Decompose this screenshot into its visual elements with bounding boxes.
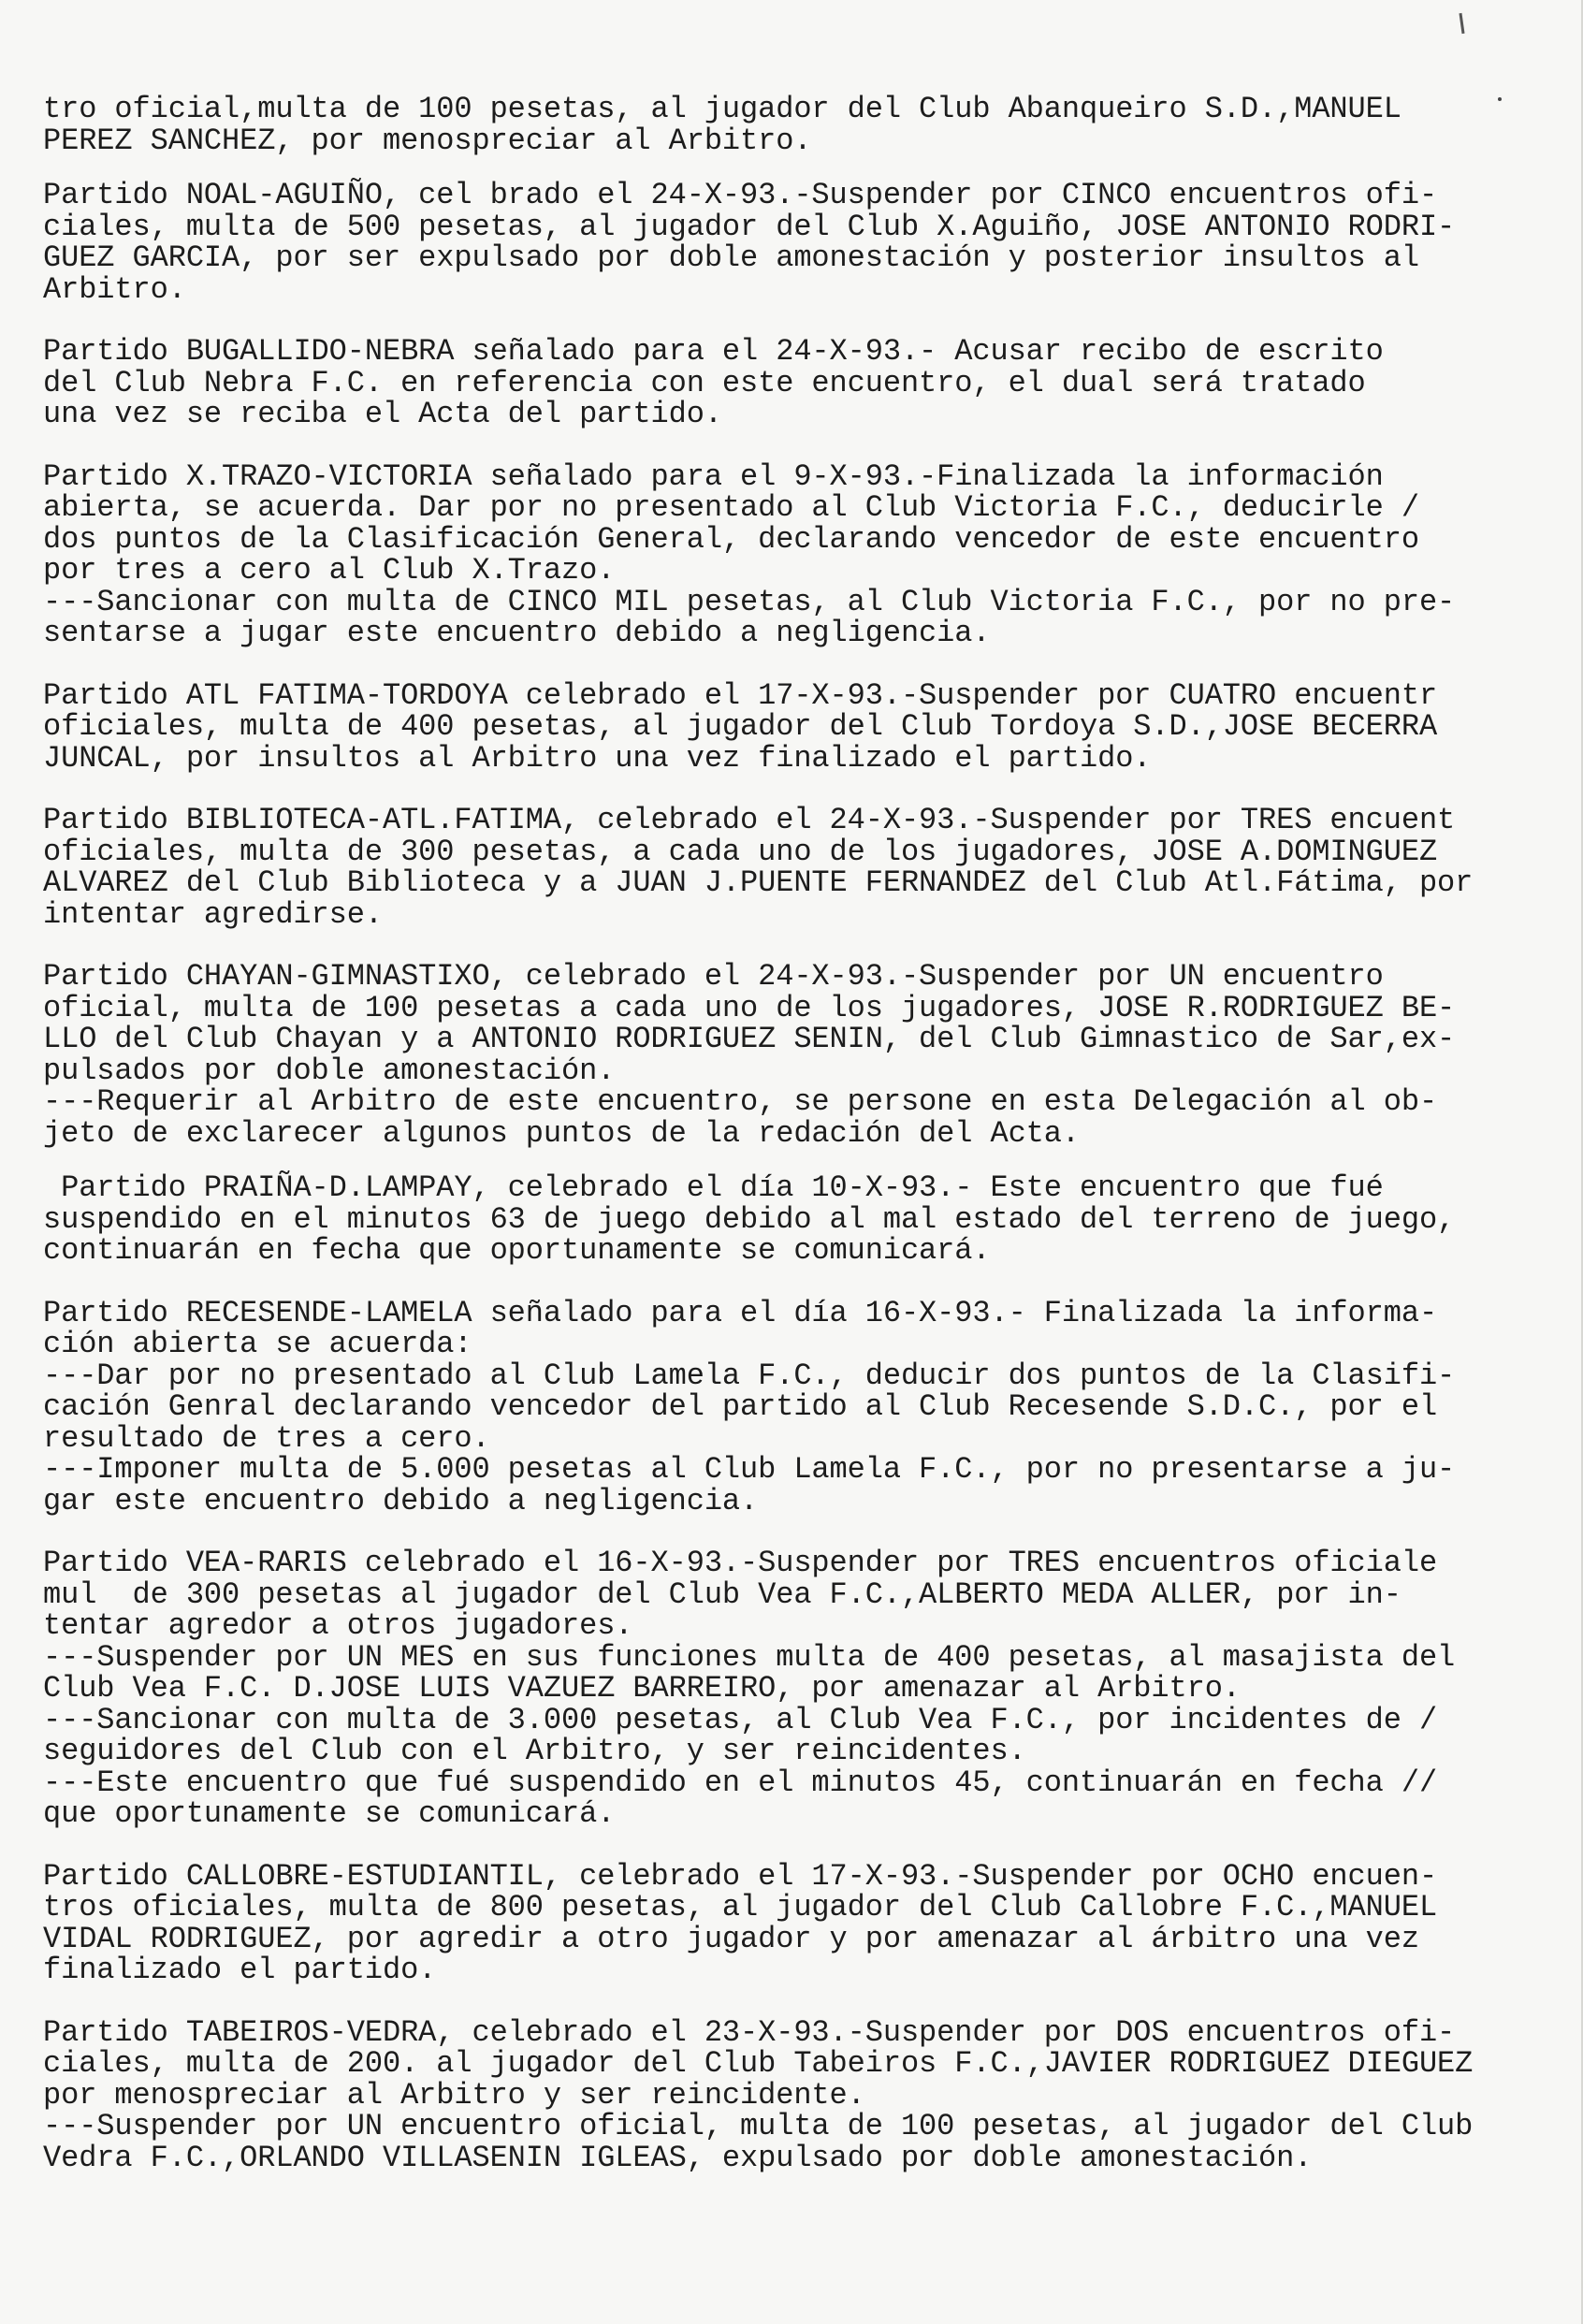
text-line: PEREZ SANCHEZ, por menospreciar al Arbitro. [43,123,812,158]
paragraph-abanqueiro [43,94,1540,156]
text-line: tro oficial,multa de 100 pesetas, al jugador del Club Abanqueiro S.D.,MANUEL [43,92,1401,126]
paragraph-bugallido-nebra [43,336,1540,430]
text-line: pulsados por doble amonestación. [43,1053,616,1088]
text-line: Partido X.TRAZO-VICTORIA señalado para el 9-X-93.-Finalizada la información [43,458,1384,494]
text-line: resultado de tres a cero. [43,1420,490,1456]
text-line: Partido PRAIÑA-D.LAMPAY, celebrado el día 10-X-93.- Este encuentro que fué [43,1170,1384,1205]
text-line: VIDAL RODRIGUEZ, por agredir a otro jugador y por amenazar al árbitro una vez [43,1921,1419,1956]
text-line: Partido RECESENDE-LAMELA señalado para el día 16-X-93.- Finalizada la informa- [43,1295,1438,1330]
text-line: dos puntos de la Clasificación General, declarando vencedor de este encuentro [43,521,1419,557]
text-line: ciales, multa de 200. al jugador del Club Tabeiros F.C.,JAVIER RODRIGUEZ DIEGUEZ [43,2046,1474,2081]
text-line: ALVAREZ del Club Biblioteca y a JUAN J.PUENTE FERNANDEZ del Club Atl.Fátima, por [43,865,1474,900]
text-line: Partido NOAL-AGUIÑO, cel brado el 24-X-93.-Suspender por CINCO encuentros ofi- [43,178,1438,212]
text-line: ---Suspender por UN MES en sus funciones multa de 400 pesetas, al masajista del [43,1639,1456,1675]
text-line: GUEZ GARCIA, por ser expulsado por doble amonestación y posterior insultos al [43,240,1419,275]
text-line: ---Sancionar con multa de CINCO MIL pesetas, al Club Victoria F.C., por no pre- [43,584,1456,619]
paragraph-chayan-gimnastixo [43,961,1540,1149]
text-line: oficial, multa de 100 pesetas a cada uno de los jugadores, JOSE R.RODRIGUEZ BE- [43,990,1456,1025]
text-line: sentarse a jugar este encuentro debido a negligencia. [43,616,991,650]
text-line: ---Requerir al Arbitro de este encuentro, se persone en esta Delegación al ob- [43,1084,1438,1119]
text-line: gar este encuentro debido a negligencia. [43,1483,759,1518]
paragraph-atl-fatima-tordoya [43,677,1540,776]
paragraph-recesende-lamela [43,1295,1540,1518]
text-line: Partido TABEIROS-VEDRA, celebrado el 23-X-93.-Suspender por DOS encuentros ofi- [43,2014,1456,2050]
text-line: tentar agredor a otros jugadores. [43,1608,633,1643]
paragraph-xtrazo-victoria [43,458,1540,650]
paragraph-callobre-estudiantil [43,1858,1540,1987]
paragraph-vea-raris [43,1547,1540,1830]
text-line: Arbitro. [43,271,186,307]
document-body [43,94,1540,2204]
text-line: Partido BIBLIOTECA-ATL.FATIMA, celebrado el 24-X-93.-Suspender por TRES encuent [43,803,1456,837]
text-line: JUNCAL, por insultos al Arbitro una vez finalizado el partido. [43,740,1152,776]
text-line: ---Suspender por UN encuentro oficial, multa de 100 pesetas, al jugador del Club [43,2109,1474,2143]
text-line: intentar agredirse. [43,896,383,932]
paragraph-biblioteca-atl-fatima [43,805,1540,930]
text-line: ción abierta se acuerda: [43,1327,472,1361]
text-line: suspendido en el minutos 63 de juego debido al mal estado del terreno de juego, [43,1201,1456,1237]
text-line: abierta, se acuerda. Dar por no presentado al Club Victoria F.C., deducirle / [43,490,1419,525]
text-line: Partido BUGALLIDO-NEBRA señalado para el 24-X-93.- Acusar recibo de escrito [43,334,1384,369]
text-line: que oportunamente se comunicará. [43,1796,616,1831]
text-line: tros oficiales, multa de 800 pesetas, al jugador del Club Callobre F.C.,MANUEL [43,1890,1438,1925]
text-line: oficiales, multa de 300 pesetas, a cada uno de los jugadores, JOSE A.DOMINGUEZ [43,834,1438,869]
text-line: por tres a cero al Club X.Trazo. [43,553,616,588]
text-line: seguidores del Club con el Arbitro, y ser reincidentes. [43,1734,1026,1768]
paragraph-tabeiros-vedra [43,2014,1540,2175]
text-line: ---Este encuentro que fué suspendido en el minutos 45, continuarán en fecha // [43,1765,1438,1800]
text-line: ---Dar por no presentado al Club Lamela F.C., deducir dos puntos de la Clasifi- [43,1358,1456,1393]
text-line: Partido CALLOBRE-ESTUDIANTIL, celebrado el 17-X-93.-Suspender por OCHO encuen- [43,1858,1438,1894]
text-line: mul de 300 pesetas al jugador del Club Vea F.C.,ALBERTO MEDA ALLER, por in- [43,1576,1401,1612]
scan-mark [1459,13,1464,34]
text-line: ---Sancionar con multa de 3.000 pesetas, al Club Vea F.C., por incidentes de / [43,1702,1438,1737]
text-line: jeto de exclarecer algunos puntos de la redación del Acta. [43,1115,1080,1151]
text-line: ciales, multa de 500 pesetas, al jugador del Club X.Aguiño, JOSE ANTONIO RODRI- [43,209,1456,244]
text-line: oficiales, multa de 400 pesetas, al jugador del Club Tordoya S.D.,JOSE BECERRA [43,709,1438,744]
text-line: continuarán en fecha que oportunamente se comunicará. [43,1233,991,1268]
text-line: Partido ATL FATIMA-TORDOYA celebrado el 17-X-93.-Suspender por CUATRO encuentr [43,677,1438,713]
paragraph-noal-aguino [43,180,1540,305]
text-line: LLO del Club Chayan y a ANTONIO RODRIGUEZ SENIN, del Club Gimnastico de Sar,ex- [43,1022,1456,1056]
text-line: Club Vea F.C. D.JOSE LUIS VAZUEZ BARREIRO, por amenazar al Arbitro. [43,1671,1241,1706]
text-line: finalizado el partido. [43,1953,437,1987]
text-line: por menospreciar al Arbitro y ser reincidente. [43,2077,865,2113]
text-line: del Club Nebra F.C. en referencia con este encuentro, el dual será tratado [43,365,1366,400]
paragraph-praina-lampay [43,1172,1540,1267]
text-line: Vedra F.C.,ORLANDO VILLASENIN IGLEAS, expulsado por doble amonestación. [43,2140,1313,2175]
text-line: Partido CHAYAN-GIMNASTIXO, celebrado el 24-X-93.-Suspender por UN encuentro [43,959,1384,994]
text-line: Partido VEA-RARIS celebrado el 16-X-93.-Suspender por TRES encuentros oficiale [43,1546,1438,1580]
text-line: ---Imponer multa de 5.000 pesetas al Club Lamela F.C., por no presentarse a ju- [43,1452,1456,1487]
text-line: cación Genral declarando vencedor del partido al Club Recesende S.D.C., por el [43,1389,1438,1424]
text-line: una vez se reciba el Acta del partido. [43,397,722,431]
